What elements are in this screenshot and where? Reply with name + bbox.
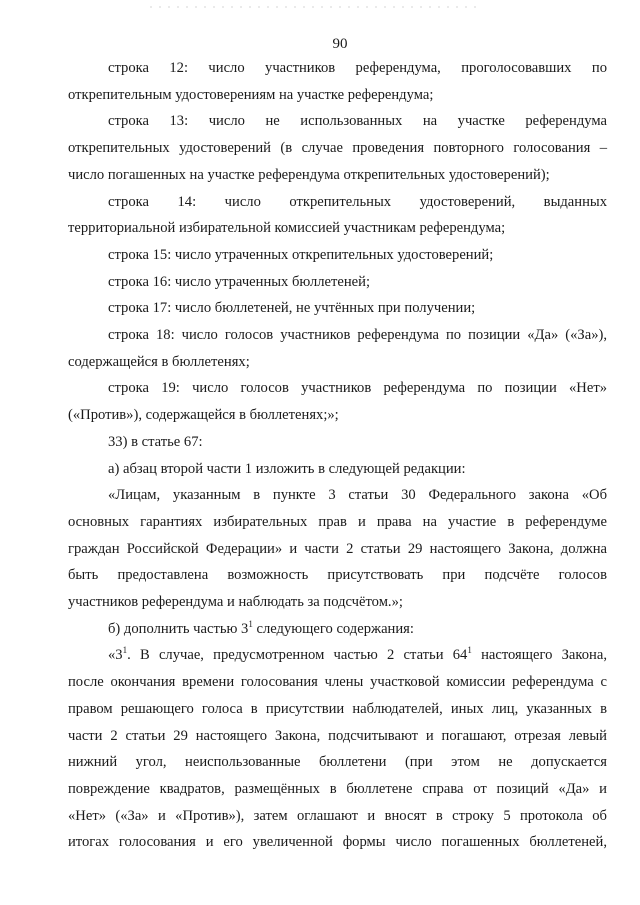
paragraph-sub-a: а) абзац второй части 1 изложить в следующей редакции: (108, 460, 466, 477)
paragraph-line-14: строка 14: число открепительных удостоверений, выданных территориальной избирательной комиссией участникам референдума; (68, 193, 607, 237)
document-body (68, 55, 607, 856)
paragraph-item-33: 33) в статье 67: (108, 433, 203, 450)
paragraph-line-17: строка 17: число бюллетеней, не учтённых при получении; (108, 300, 476, 317)
paragraph-sub-b: б) дополнить частью $3^1$ следующего содержания: (108, 618, 414, 637)
paragraph-line-16: строка 16: число утраченных бюллетеней; (108, 273, 371, 290)
paragraph-line-13: строка 13: число не использованных на участке референдума открепительных удостоверений (в случае проведения повторного голосования – число погашенных на участке референдума открепительных удостоверений); (68, 113, 607, 183)
scan-artifact (150, 6, 480, 8)
paragraph-quote-2: «$3^1$. В случае, предусмотренном частью 2 статьи $64^1$ настоящего Закона, после окончания времени голосования члены участковой комиссии референдума с правом решающего голоса в присутствии наблюдателей, иных лиц, указанных в части 2 статьи 29 настоящего Закона, подсчитывают и погашают, отрезая левый нижний угол, неиспользованные бюллетени (при этом не допускается повреждение квадратов, размещённых в бюллетене справа от позиций «Да» и «Нет» («За» и «Против»), затем оглашают и вносят в строку 5 протокола об итогах голосования и его увеличенной формы число погашенных бюллетеней, (68, 645, 607, 851)
paragraph-quote-1: «Лицам, указанным в пункте 3 статьи 30 Федерального закона «Об основных гарантиях избирательных прав и права на участие в референдуме граждан Российской Федерации» и части 2 статьи 29 настоящего Закона, должна быть предоставлена возможность присутствовать при подсчёте голосов участников референдума и наблюдать за подсчётом.»; (68, 487, 607, 611)
page-number: 90 (332, 36, 348, 52)
paragraph-line-19: строка 19: число голосов участников референдума по позиции «Нет» («Против»), содержащейся в бюллетенях;»; (68, 380, 607, 424)
paragraph-line-15: строка 15: число утраченных открепительных удостоверений; (108, 246, 494, 263)
paragraph-line-18: строка 18: число голосов участников референдума по позиции «Да» («За»), содержащейся в бюллетенях; (68, 327, 607, 370)
paragraph-line-12: строка 12: число участников референдума, проголосовавших по открепительным удостоверениям на участке референдума; (68, 60, 607, 103)
